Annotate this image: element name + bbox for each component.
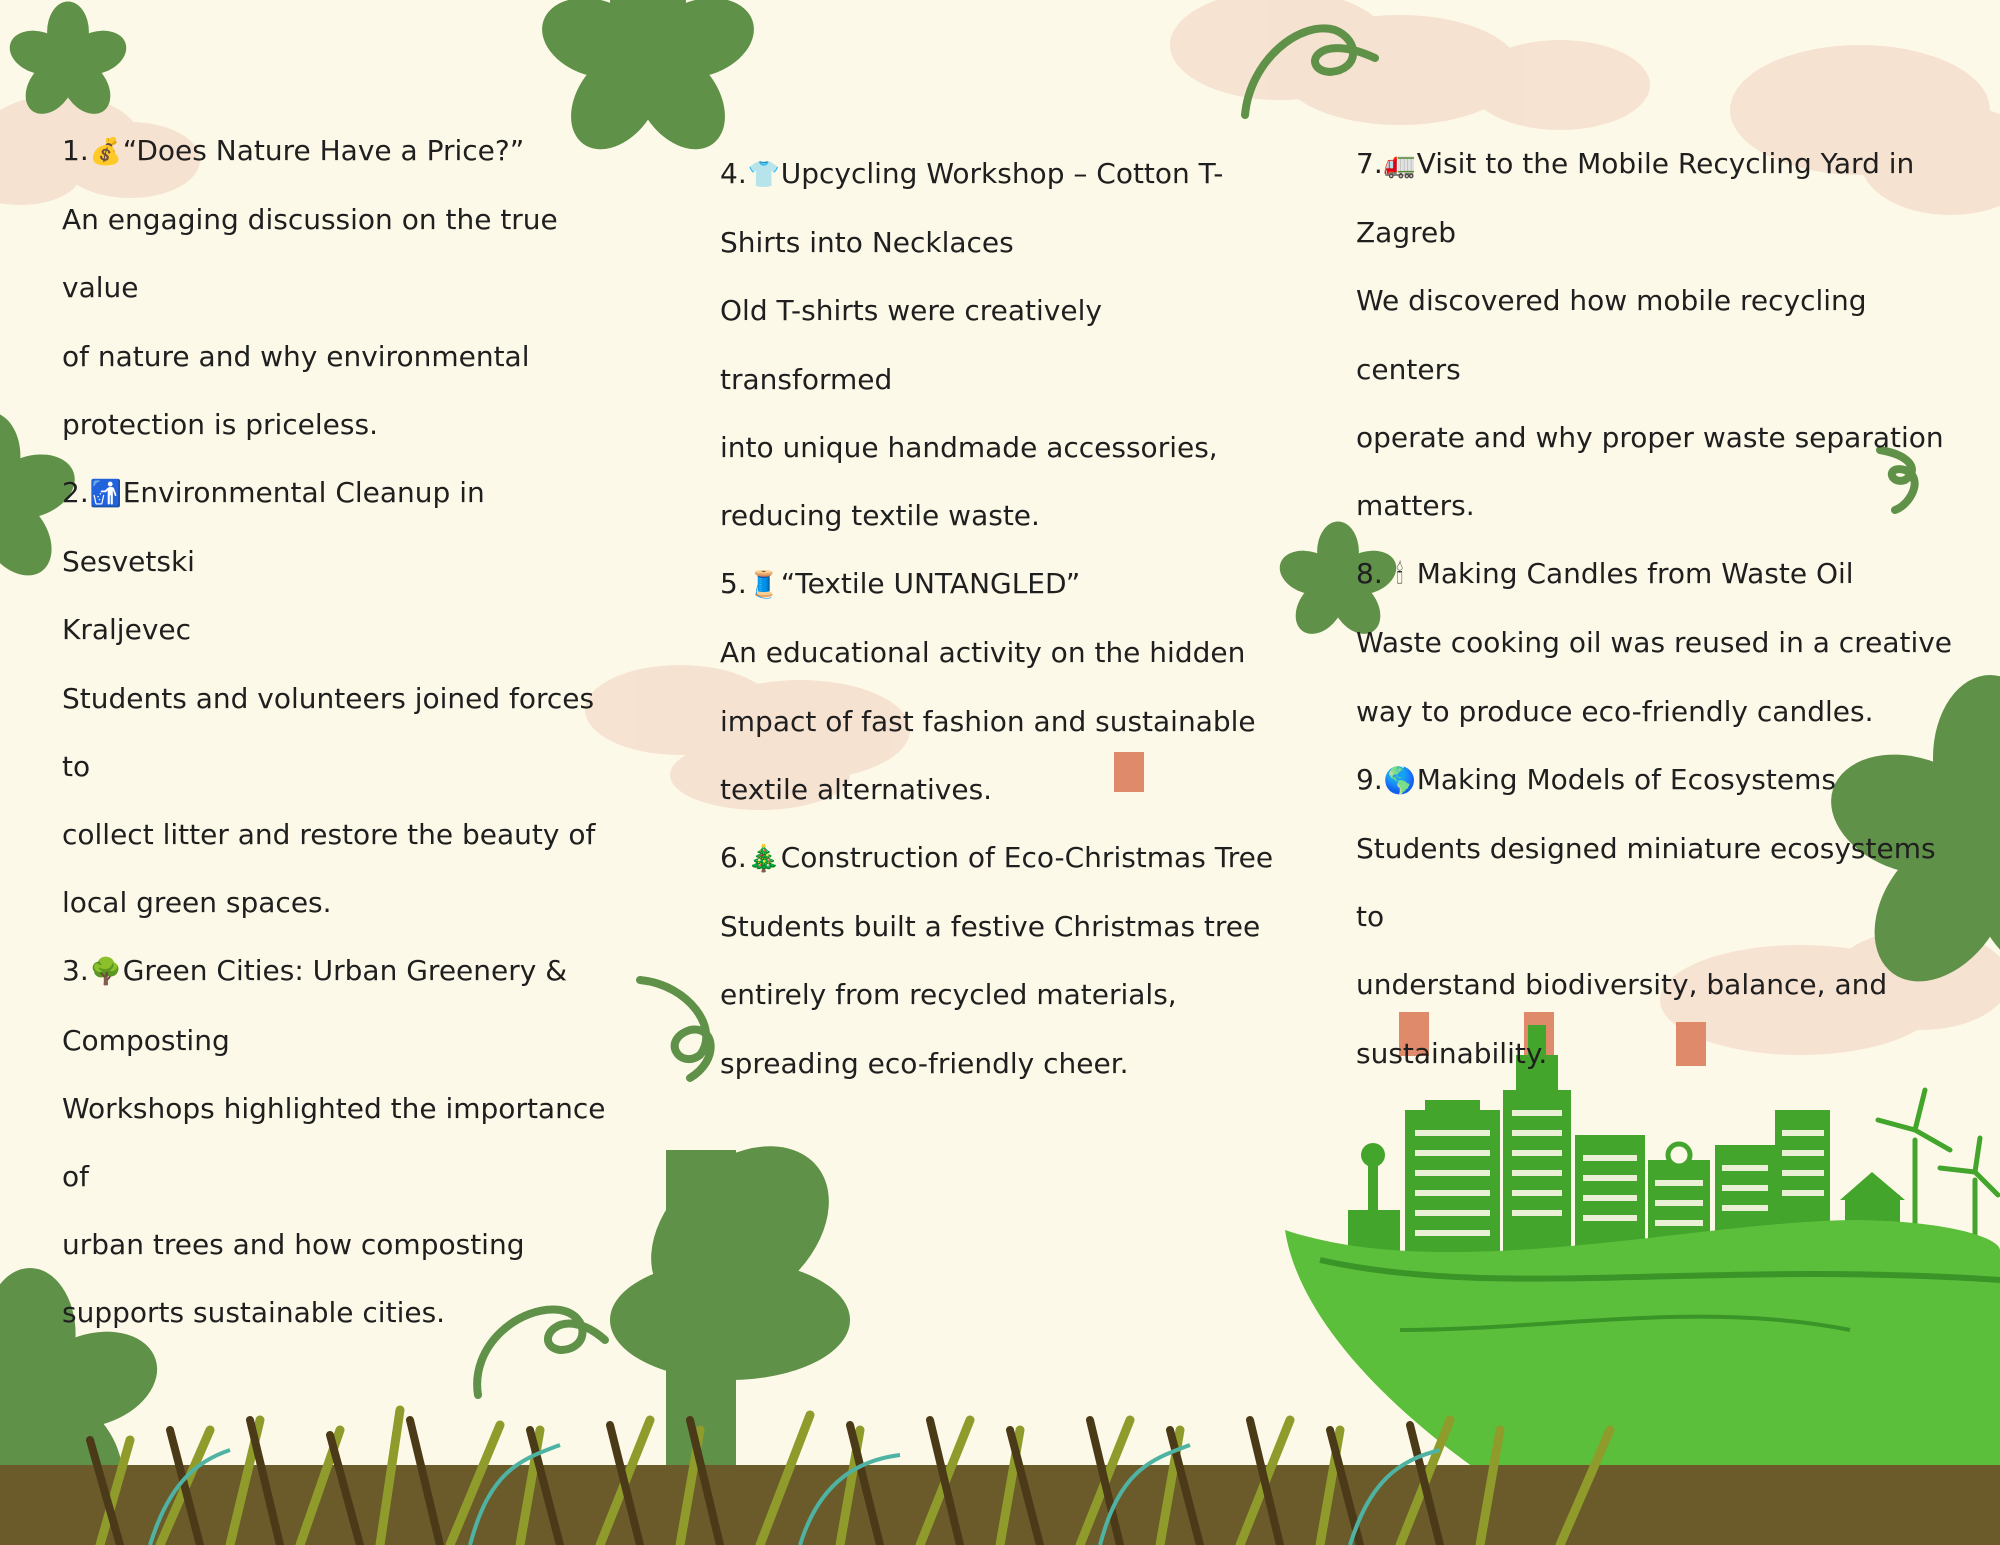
item-5-description-line: An educational activity on the hidden	[720, 636, 1246, 670]
item-3-title-continued: Composting	[62, 1023, 230, 1057]
item-7-description-line: operate and why proper waste separation	[1356, 420, 1944, 454]
item-8-title: 8. 🕯 Making Candles from Waste Oil	[1356, 540, 1956, 609]
item-5-description-line: impact of fast fashion and sustainable	[720, 704, 1256, 738]
item-4-title: 4.👕Upcycling Workshop – Cotton T-	[720, 140, 1280, 209]
item-9-description-line: understand biodiversity, balance, and	[1356, 968, 1888, 1002]
christmas-tree-icon: 🎄	[747, 844, 780, 875]
item-2-description-line: collect litter and restore the beauty of	[62, 818, 596, 852]
item-2-title: 2.🚮Environmental Cleanup in Sesvetski	[62, 459, 622, 596]
item-7-title: 7.🚛Visit to the Mobile Recycling Yard in	[1356, 130, 1956, 199]
item-6-description-line: entirely from recycled materials,	[720, 978, 1177, 1012]
item-5-description-line: textile alternatives.	[720, 772, 993, 806]
item-6-title: 6.🎄Construction of Eco-Christmas Tree	[720, 824, 1280, 893]
tree-icon: 🌳	[89, 957, 122, 988]
item-4-description-line: into unique handmade accessories,	[720, 430, 1218, 464]
item-4-description-line: Old T-shirts were creatively transformed	[720, 294, 1102, 396]
item-7-title-continued: Zagreb	[1356, 216, 1457, 250]
item-9-title: 9.🌎Making Models of Ecosystems	[1356, 746, 1956, 815]
money-bag-icon: 💰	[89, 137, 122, 167]
column-1	[62, 117, 622, 1348]
item-3-title: 3.🌳Green Cities: Urban Greenery &	[62, 937, 622, 1006]
item-1-description-line: of nature and why environmental	[62, 339, 530, 373]
column-2	[720, 140, 1280, 1098]
item-1-title: 1.💰“Does Nature Have a Price?”	[62, 117, 622, 186]
thread-spool-icon: 🧵	[747, 570, 780, 601]
item-4-title-continued: Shirts into Necklaces	[720, 226, 1014, 260]
item-7-description-line: matters.	[1356, 489, 1475, 523]
column-3	[1356, 130, 1956, 1088]
globe-icon: 🌎	[1383, 765, 1416, 796]
squiggle-middle	[640, 980, 711, 1078]
item-1-description-line: An engaging discussion on the true value	[62, 203, 558, 305]
item-3-description-line: urban trees and how composting	[62, 1228, 525, 1262]
item-7-description-line: We discovered how mobile recycling centers	[1356, 284, 1867, 386]
litter-bin-icon: 🚮	[89, 479, 122, 510]
item-6-description-line: spreading eco-friendly cheer.	[720, 1046, 1129, 1080]
item-6-description-line: Students built a festive Christmas tree	[720, 910, 1261, 944]
truck-icon: 🚛	[1383, 150, 1416, 180]
item-5-title: 5.🧵“Textile UNTANGLED”	[720, 550, 1280, 619]
item-3-description-line: supports sustainable cities.	[62, 1296, 446, 1330]
t-shirt-icon: 👕	[747, 160, 780, 190]
item-3-description-line: Workshops highlighted the importance of	[62, 1091, 606, 1194]
item-8-description-line: way to produce eco-friendly candles.	[1356, 694, 1874, 728]
item-2-description-line: Students and volunteers joined forces to	[62, 681, 595, 783]
item-9-description-line: sustainability.	[1356, 1036, 1548, 1070]
item-9-description-line: Students designed miniature ecosystems to	[1356, 832, 1936, 934]
item-1-description-line: protection is priceless.	[62, 407, 378, 441]
candle-icon: 🕯	[1396, 560, 1404, 591]
item-8-description-line: Waste cooking oil was reused in a creative	[1356, 626, 1953, 660]
item-2-title-continued: Kraljevec	[62, 613, 192, 647]
item-2-description-line: local green spaces.	[62, 886, 332, 920]
item-4-description-line: reducing textile waste.	[720, 499, 1040, 533]
